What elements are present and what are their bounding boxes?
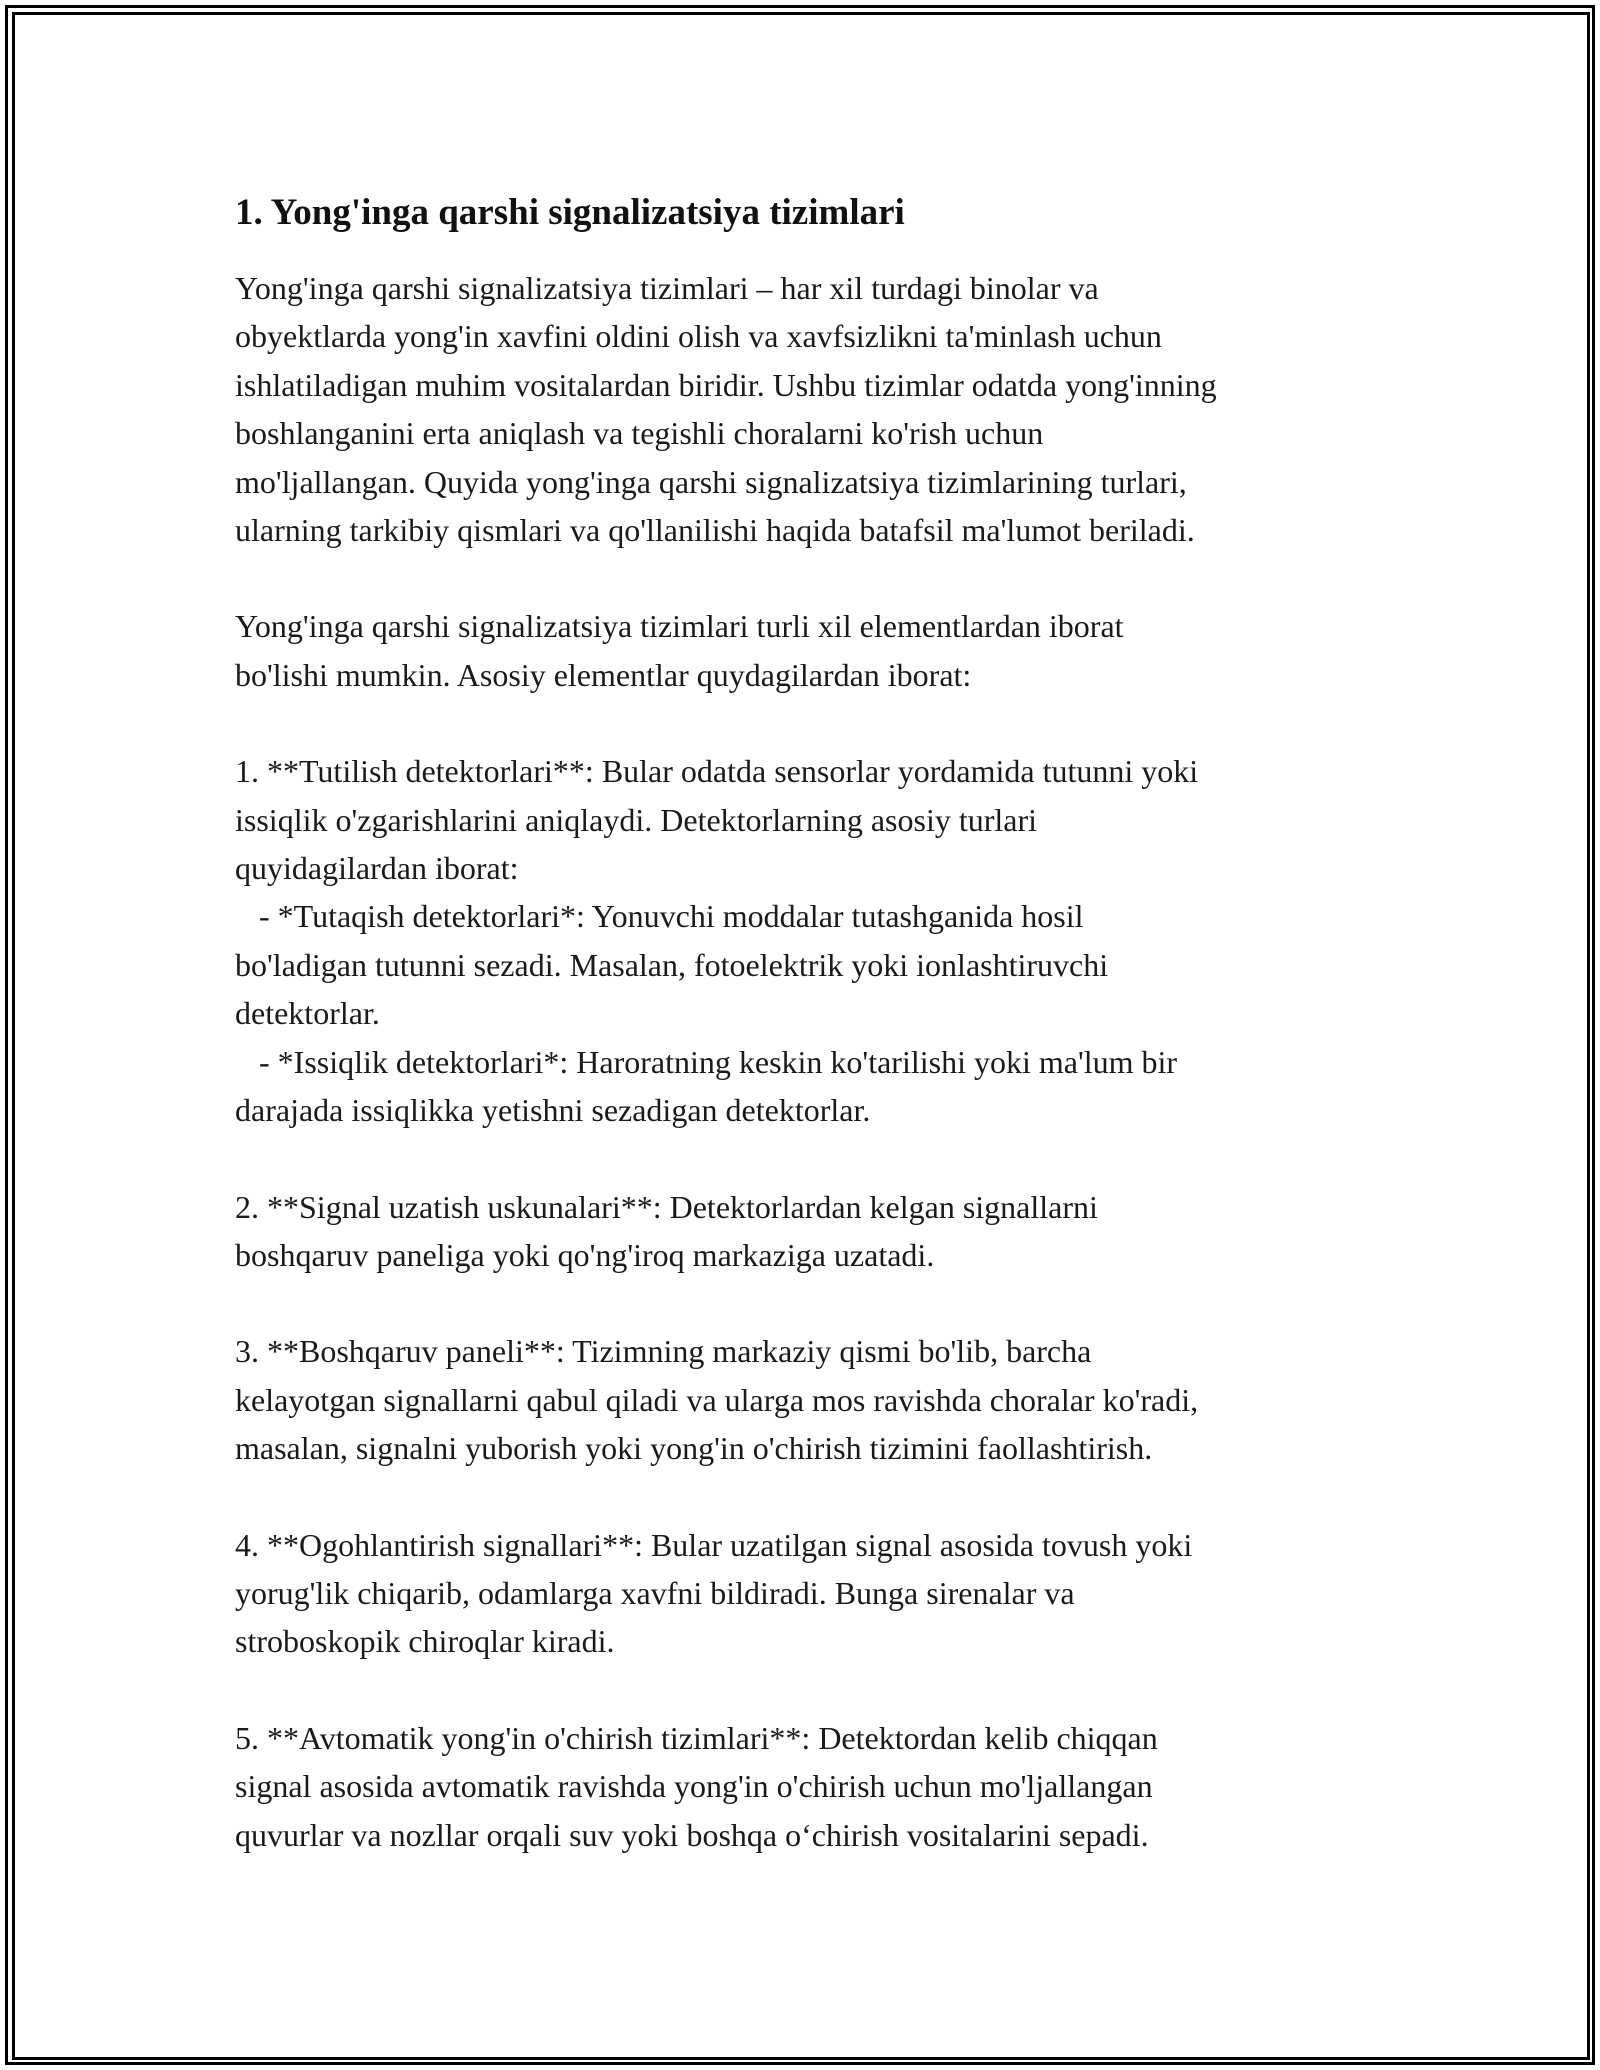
text-line: signal asosida avtomatik ravishda yong'in o'chirish uchun mo'ljallangan <box>235 1768 1153 1805</box>
text-line: Yong'inga qarshi signalizatsiya tizimlari turli xil elementlardan iborat <box>235 608 1124 645</box>
text-line: kelayotgan signallarni qabul qiladi va ularga mos ravishda choralar ko'radi, <box>235 1381 1199 1418</box>
text-line: ularning tarkibiy qismlari va qo'llanilishi haqida batafsil ma'lumot beriladi. <box>235 512 1195 549</box>
text-line: issiqlik o'zgarishlarini aniqlaydi. Detektorlarning asosiy turlari <box>235 801 1038 838</box>
paragraph <box>235 264 1370 554</box>
document-page <box>235 188 1370 1859</box>
text-line: darajada issiqlikka yetishni sezadigan detektorlar. <box>235 1092 871 1129</box>
text-line: mo'ljallangan. Quyida yong'inga qarshi signalizatsiya tizimlarining turlari, <box>235 463 1187 500</box>
text-line: - *Tutaqish detektorlari*: Yonuvchi moddalar tutashganida hosil <box>235 898 1084 935</box>
text-line: yorug'lik chiqarib, odamlarga xavfni bildiradi. Bunga sirenalar va <box>235 1574 1075 1611</box>
text-line: obyektlarda yong'in xavfini oldini olish va xavfsizlikni ta'minlash uchun <box>235 318 1162 355</box>
paragraph <box>235 1183 1370 1280</box>
paragraph <box>235 1327 1370 1472</box>
text-line: 3. **Boshqaruv paneli**: Tizimning markaziy qismi bo'lib, barcha <box>235 1333 1092 1370</box>
text-line: stroboskopik chiroqlar kiradi. <box>235 1623 615 1660</box>
text-line: quvurlar va nozllar orqali suv yoki boshqa o‘chirish vositalarini sepadi. <box>235 1816 1149 1853</box>
document-heading: 1. Yong'inga qarshi signalizatsiya tizimlari <box>235 192 905 233</box>
text-line: bo'ladigan tutunni sezadi. Masalan, fotoelektrik yoki ionlashtiruvchi <box>235 946 1109 983</box>
paragraph <box>235 747 1370 1134</box>
text-line: 5. **Avtomatik yong'in o'chirish tizimlari**: Detektordan kelib chiqqan <box>235 1719 1158 1756</box>
paragraph <box>235 1521 1370 1666</box>
text-line: 1. **Tutilish detektorlari**: Bular odatda sensorlar yordamida tutunni yoki <box>235 753 1199 790</box>
document-body <box>235 264 1370 1859</box>
text-line: - *Issiqlik detektorlari*: Haroratning keskin ko'tarilishi yoki ma'lum bir <box>235 1043 1178 1080</box>
text-line: Yong'inga qarshi signalizatsiya tizimlari – har xil turdagi binolar va <box>235 270 1099 306</box>
text-line: boshlanganini erta aniqlash va tegishli choralarni ko'rish uchun <box>235 415 1044 452</box>
text-line: 2. **Signal uzatish uskunalari**: Detektorlardan kelgan signallarni <box>235 1188 1098 1225</box>
text-line: detektorlar. <box>235 995 380 1032</box>
text-line: bo'lishi mumkin. Asosiy elementlar quydagilardan iborat: <box>235 656 972 693</box>
text-line: ishlatiladigan muhim vositalardan biridir. Ushbu tizimlar odatda yong'inning <box>235 366 1217 403</box>
text-line: boshqaruv paneliga yoki qo'ng'iroq markaziga uzatadi. <box>235 1236 935 1273</box>
paragraph <box>235 1714 1370 1859</box>
text-line: quyidagilardan iborat: <box>235 850 519 887</box>
text-line: 4. **Ogohlantirish signallari**: Bular uzatilgan signal asosida tovush yoki <box>235 1526 1193 1563</box>
paragraph <box>235 602 1370 699</box>
text-line: masalan, signalni yuborish yoki yong'in o'chirish tizimini faollashtirish. <box>235 1430 1153 1467</box>
